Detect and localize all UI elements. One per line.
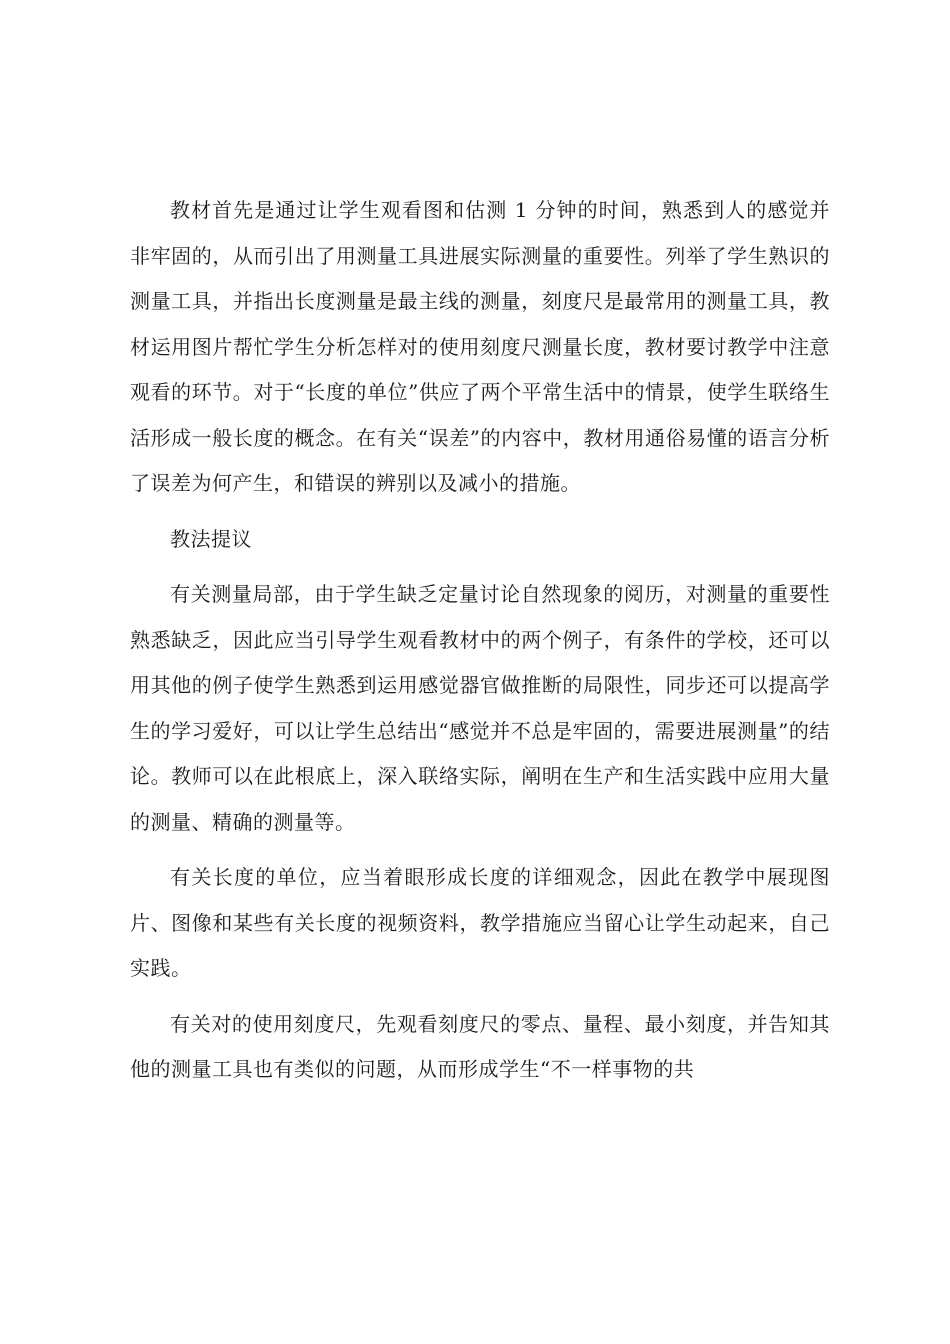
- paragraph-measurement: 有关测量局部，由于学生缺乏定量讨论自然现象的阅历，对测量的重要性熟悉缺乏，因此应当引导学生观看教材中的两个例子，有条件的学校，还可以用其他的例子使学生熟悉到运用感觉器官做推断的局限性，同步还可以提高学生的学习爱好，可以让学生总结出“感觉并不总是牢固的，需要进展测量”的结论。教师可以在此根底上，深入联络实际，阐明在生产和生活实践中应用大量的测量、精确的测量等。: [130, 582, 830, 834]
- paragraph-ruler-usage: 有关对的使用刻度尺，先观看刻度尺的零点、量程、最小刻度，并告知其他的测量工具也有类似的问题，从而形成学生“不一样事物的共: [130, 1011, 830, 1081]
- paragraph-textbook-analysis: 教材首先是通过让学生观看图和估测 1 分钟的时间，熟悉到人的感觉并非牢固的，从而引出了用测量工具进展实际测量的重要性。列举了学生熟识的测量工具，并指出长度测量是最主线的测量，刻度尺是最常用的测量工具，教材运用图片帮忙学生分析怎样对的使用刻度尺测量长度，教材要讨教学中注意观看的环节。对于“长度的单位”供应了两个平常生活中的情景，使学生联络生活形成一般长度的概念。在有关“误差”的内容中，教材用通俗易懂的语言分析了误差为何产生，和错误的辨别以及减小的措施。: [130, 198, 830, 495]
- paragraph-length-units: 有关长度的单位，应当着眼形成长度的详细观念，因此在教学中展现图片、图像和某些有关长度的视频资料，教学措施应当留心让学生动起来，自己实践。: [130, 865, 830, 980]
- body-text: [130, 188, 830, 1093]
- section-heading-teaching-suggestions: 教法提议: [170, 526, 252, 551]
